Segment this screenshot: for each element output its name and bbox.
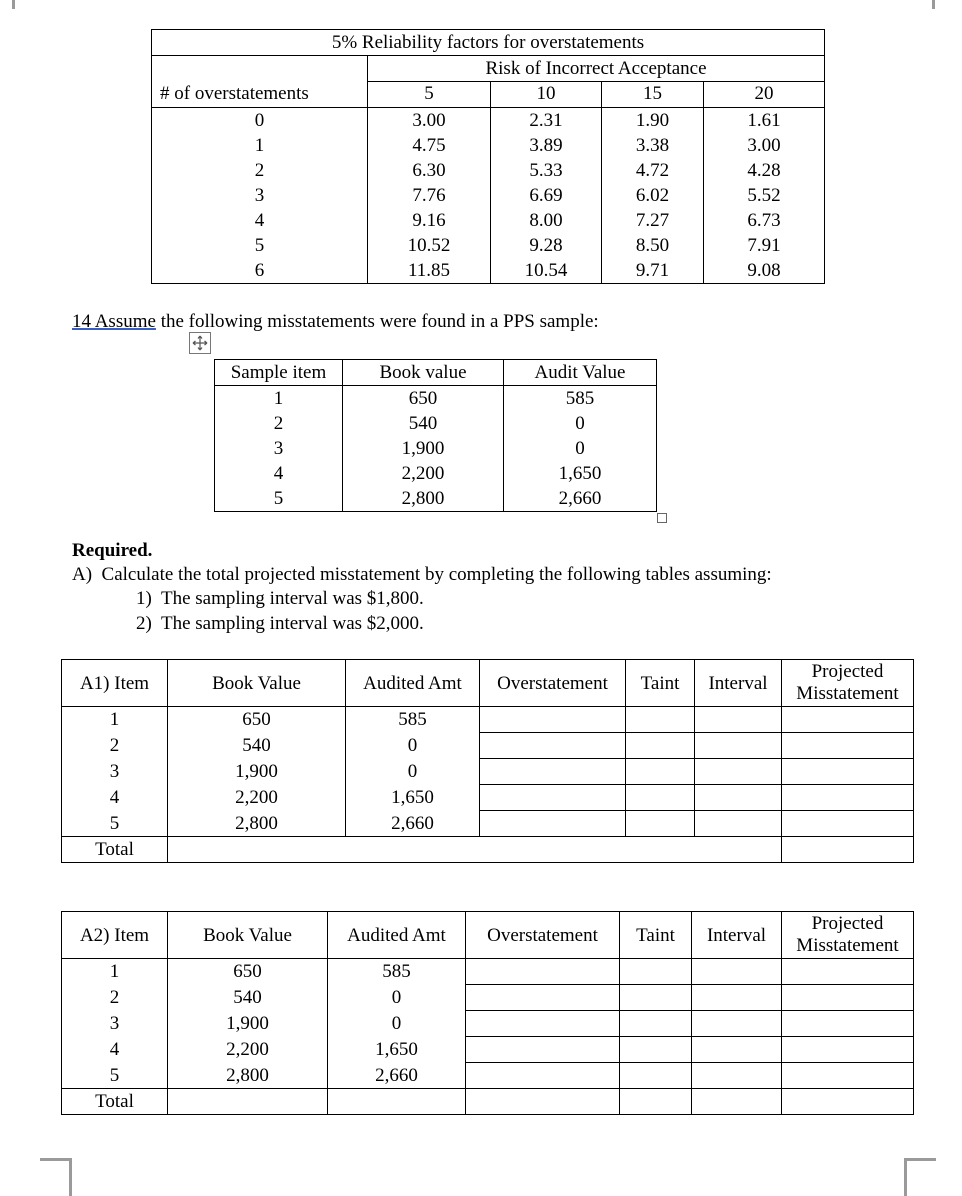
reliability-factor: 1.90: [602, 108, 704, 134]
taint-input[interactable]: [626, 733, 695, 759]
reliability-factor: 3.38: [602, 133, 704, 158]
item-number: 4: [62, 785, 168, 811]
item-number: 2: [62, 985, 168, 1011]
sample-table: [214, 359, 657, 512]
projected-misstatement-input[interactable]: [782, 759, 914, 785]
table-row: [62, 733, 914, 759]
total-row: [62, 1089, 914, 1115]
audited-amount: 1,650: [328, 1037, 466, 1063]
column-header: Book Value: [168, 912, 328, 959]
projected-misstatement-input[interactable]: [782, 1063, 914, 1089]
corner-mark-top-right: [932, 0, 935, 9]
sample-cell: 4: [215, 461, 343, 486]
book-value: 2,200: [168, 1037, 328, 1063]
question-number: 14 Assume: [72, 311, 156, 332]
reliability-factor: 2.31: [491, 108, 602, 134]
overstatement-count: 5: [152, 233, 368, 258]
reliability-factor: 5.33: [491, 158, 602, 183]
overstatement-input[interactable]: [466, 1037, 620, 1063]
column-header: A1) Item: [62, 660, 168, 707]
reliability-factor: 7.27: [602, 208, 704, 233]
total-empty-span[interactable]: [168, 837, 782, 863]
audited-amount: 2,660: [328, 1063, 466, 1089]
overstatement-input[interactable]: [480, 785, 626, 811]
total-label: Total: [62, 1089, 168, 1115]
column-header: Interval: [695, 660, 782, 707]
table-row: [62, 785, 914, 811]
column-header: Overstatement: [466, 912, 620, 959]
interval-input[interactable]: [692, 1011, 782, 1037]
table-row: [62, 1063, 914, 1089]
book-value: 1,900: [168, 1011, 328, 1037]
overstatement-count: 6: [152, 258, 368, 284]
sample-header: Audit Value: [504, 360, 657, 386]
reliability-factor: 6.02: [602, 183, 704, 208]
overstatement-count: 4: [152, 208, 368, 233]
sample-cell: 585: [504, 386, 657, 412]
total-taint[interactable]: [620, 1089, 692, 1115]
reliability-factor: 11.85: [368, 258, 491, 284]
reliability-factor: 9.16: [368, 208, 491, 233]
sample-row: [215, 461, 657, 486]
required-item-1: 1) The sampling interval was $1,800.: [136, 588, 424, 609]
sample-cell: 2,200: [343, 461, 504, 486]
audited-amount: 1,650: [346, 785, 480, 811]
sample-cell: 2,800: [343, 486, 504, 512]
sample-header: Sample item: [215, 360, 343, 386]
interval-input[interactable]: [695, 733, 782, 759]
column-header: A2) Item: [62, 912, 168, 959]
table-row: [62, 1011, 914, 1037]
overstatement-input[interactable]: [480, 759, 626, 785]
corner-mark-bottom-right: [904, 1158, 936, 1161]
interval-input[interactable]: [692, 1037, 782, 1063]
taint-input[interactable]: [626, 811, 695, 837]
overstatement-input[interactable]: [466, 1011, 620, 1037]
sample-cell: 3: [215, 436, 343, 461]
risk-level: 15: [602, 82, 704, 108]
overstatement-count: 3: [152, 183, 368, 208]
reliability-factor: 9.28: [491, 233, 602, 258]
taint-input[interactable]: [620, 985, 692, 1011]
table-resize-handle[interactable]: [657, 513, 667, 523]
overstatement-input[interactable]: [466, 1063, 620, 1089]
item-number: 5: [62, 1063, 168, 1089]
taint-input[interactable]: [620, 959, 692, 985]
taint-input[interactable]: [620, 1063, 692, 1089]
table-row: [62, 759, 914, 785]
table-row: [62, 985, 914, 1011]
projected-misstatement-input[interactable]: [782, 985, 914, 1011]
column-header: Taint: [626, 660, 695, 707]
sample-header: Book value: [343, 360, 504, 386]
column-header: Overstatement: [480, 660, 626, 707]
reliability-factor: 8.00: [491, 208, 602, 233]
sample-cell: 5: [215, 486, 343, 512]
total-label: Total: [62, 837, 168, 863]
risk-level: 5: [368, 82, 491, 108]
table-a2: [61, 911, 914, 1115]
row-header: # of overstatements: [152, 82, 368, 108]
reliability-factor: 7.91: [704, 233, 825, 258]
audited-amount: 0: [328, 1011, 466, 1037]
projected-misstatement-input[interactable]: [782, 785, 914, 811]
interval-input[interactable]: [692, 985, 782, 1011]
item-number: 4: [62, 1037, 168, 1063]
reliability-factor: 9.08: [704, 258, 825, 284]
projected-misstatement-input[interactable]: [782, 733, 914, 759]
reliability-row: [152, 108, 825, 134]
projected-misstatement-input[interactable]: [782, 959, 914, 985]
overstatement-count: 2: [152, 158, 368, 183]
reliability-factor: 6.73: [704, 208, 825, 233]
table-row: [62, 707, 914, 733]
book-value: 650: [168, 707, 346, 733]
reliability-factor: 4.75: [368, 133, 491, 158]
interval-input[interactable]: [692, 1063, 782, 1089]
sample-row: [215, 386, 657, 412]
book-value: 1,900: [168, 759, 346, 785]
interval-input[interactable]: [695, 811, 782, 837]
corner-mark-top-left: [12, 0, 15, 9]
projected-misstatement-input[interactable]: [782, 1011, 914, 1037]
sample-row: [215, 411, 657, 436]
required-item-2: 2) The sampling interval was $2,000.: [136, 613, 424, 634]
book-value: 540: [168, 733, 346, 759]
item-number: 1: [62, 959, 168, 985]
interval-input[interactable]: [695, 785, 782, 811]
reliability-factor: 6.69: [491, 183, 602, 208]
reliability-factor: 10.52: [368, 233, 491, 258]
projected-misstatement-input[interactable]: [782, 707, 914, 733]
audited-amount: 585: [346, 707, 480, 733]
overstatement-input[interactable]: [466, 959, 620, 985]
audited-amount: 0: [346, 759, 480, 785]
reliability-factors-table: [151, 29, 825, 284]
interval-input[interactable]: [695, 707, 782, 733]
taint-input[interactable]: [620, 1037, 692, 1063]
taint-input[interactable]: [626, 759, 695, 785]
reliability-factor: 4.72: [602, 158, 704, 183]
sample-cell: 1: [215, 386, 343, 412]
interval-input[interactable]: [692, 959, 782, 985]
taint-input[interactable]: [626, 707, 695, 733]
item-number: 1: [62, 707, 168, 733]
total-row: [62, 837, 914, 863]
table-move-handle-icon[interactable]: [189, 332, 211, 354]
column-header: Audited Amt: [328, 912, 466, 959]
reliability-row: [152, 133, 825, 158]
item-number: 5: [62, 811, 168, 837]
table-a1: [61, 659, 914, 863]
column-header: Audited Amt: [346, 660, 480, 707]
item-number: 2: [62, 733, 168, 759]
corner-mark-bottom-left: [40, 1158, 72, 1161]
total-audited-amount[interactable]: [328, 1089, 466, 1115]
projected-misstatement-input[interactable]: [782, 1037, 914, 1063]
taint-input[interactable]: [626, 785, 695, 811]
book-value: 650: [168, 959, 328, 985]
total-interval[interactable]: [692, 1089, 782, 1115]
reliability-row: [152, 208, 825, 233]
sample-cell: 540: [343, 411, 504, 436]
reliability-factor: 6.30: [368, 158, 491, 183]
reliability-factor: 1.61: [704, 108, 825, 134]
required-heading: Required.: [72, 540, 153, 561]
audited-amount: 0: [346, 733, 480, 759]
overstatement-input[interactable]: [480, 811, 626, 837]
sample-cell: 650: [343, 386, 504, 412]
corner-mark-bottom-right-v: [904, 1158, 907, 1196]
risk-level: 20: [704, 82, 825, 108]
reliability-factor: 4.28: [704, 158, 825, 183]
overstatement-input[interactable]: [480, 733, 626, 759]
total-overstatement[interactable]: [466, 1089, 620, 1115]
total-projected-misstatement[interactable]: [782, 1089, 914, 1115]
interval-input[interactable]: [695, 759, 782, 785]
book-value: 2,800: [168, 1063, 328, 1089]
book-value: 2,800: [168, 811, 346, 837]
column-header: Book Value: [168, 660, 346, 707]
audited-amount: 0: [328, 985, 466, 1011]
reliability-title: 5% Reliability factors for overstatements: [152, 30, 825, 56]
overstatement-input[interactable]: [480, 707, 626, 733]
sample-cell: 1,900: [343, 436, 504, 461]
table-row: [62, 1037, 914, 1063]
risk-level: 10: [491, 82, 602, 108]
reliability-row: [152, 183, 825, 208]
sample-cell: 0: [504, 436, 657, 461]
book-value: 540: [168, 985, 328, 1011]
reliability-row: [152, 233, 825, 258]
book-value: 2,200: [168, 785, 346, 811]
reliability-factor: 10.54: [491, 258, 602, 284]
item-number: 3: [62, 759, 168, 785]
table-row: [62, 959, 914, 985]
reliability-factor: 9.71: [602, 258, 704, 284]
sample-cell: 2: [215, 411, 343, 436]
question-line: [72, 311, 599, 333]
reliability-factor: 3.00: [704, 133, 825, 158]
table-row: [62, 811, 914, 837]
column-header: Taint: [620, 912, 692, 959]
reliability-row: [152, 158, 825, 183]
total-projected-misstatement[interactable]: [782, 837, 914, 863]
total-book-value[interactable]: [168, 1089, 328, 1115]
column-header: Projected Misstatement: [782, 660, 914, 707]
question-text: the following misstatements were found in a PPS sample:: [155, 311, 599, 332]
sample-row: [215, 436, 657, 461]
overstatement-count: 1: [152, 133, 368, 158]
sample-cell: 1,650: [504, 461, 657, 486]
taint-input[interactable]: [620, 1011, 692, 1037]
projected-misstatement-input[interactable]: [782, 811, 914, 837]
overstatement-count: 0: [152, 108, 368, 134]
item-number: 3: [62, 1011, 168, 1037]
column-header: Interval: [692, 912, 782, 959]
sample-cell: 2,660: [504, 486, 657, 512]
overstatement-input[interactable]: [466, 985, 620, 1011]
sample-cell: 0: [504, 411, 657, 436]
audited-amount: 585: [328, 959, 466, 985]
reliability-factor: 5.52: [704, 183, 825, 208]
audited-amount: 2,660: [346, 811, 480, 837]
risk-header: Risk of Incorrect Acceptance: [368, 56, 825, 82]
required-part-a: A) Calculate the total projected misstatement by completing the following tables assuming:: [72, 564, 772, 585]
reliability-row: [152, 258, 825, 284]
corner-mark-bottom-left-v: [69, 1158, 72, 1196]
sample-row: [215, 486, 657, 512]
reliability-factor: 3.00: [368, 108, 491, 134]
reliability-factor: 3.89: [491, 133, 602, 158]
reliability-factor: 8.50: [602, 233, 704, 258]
reliability-factor: 7.76: [368, 183, 491, 208]
column-header: Projected Misstatement: [782, 912, 914, 959]
